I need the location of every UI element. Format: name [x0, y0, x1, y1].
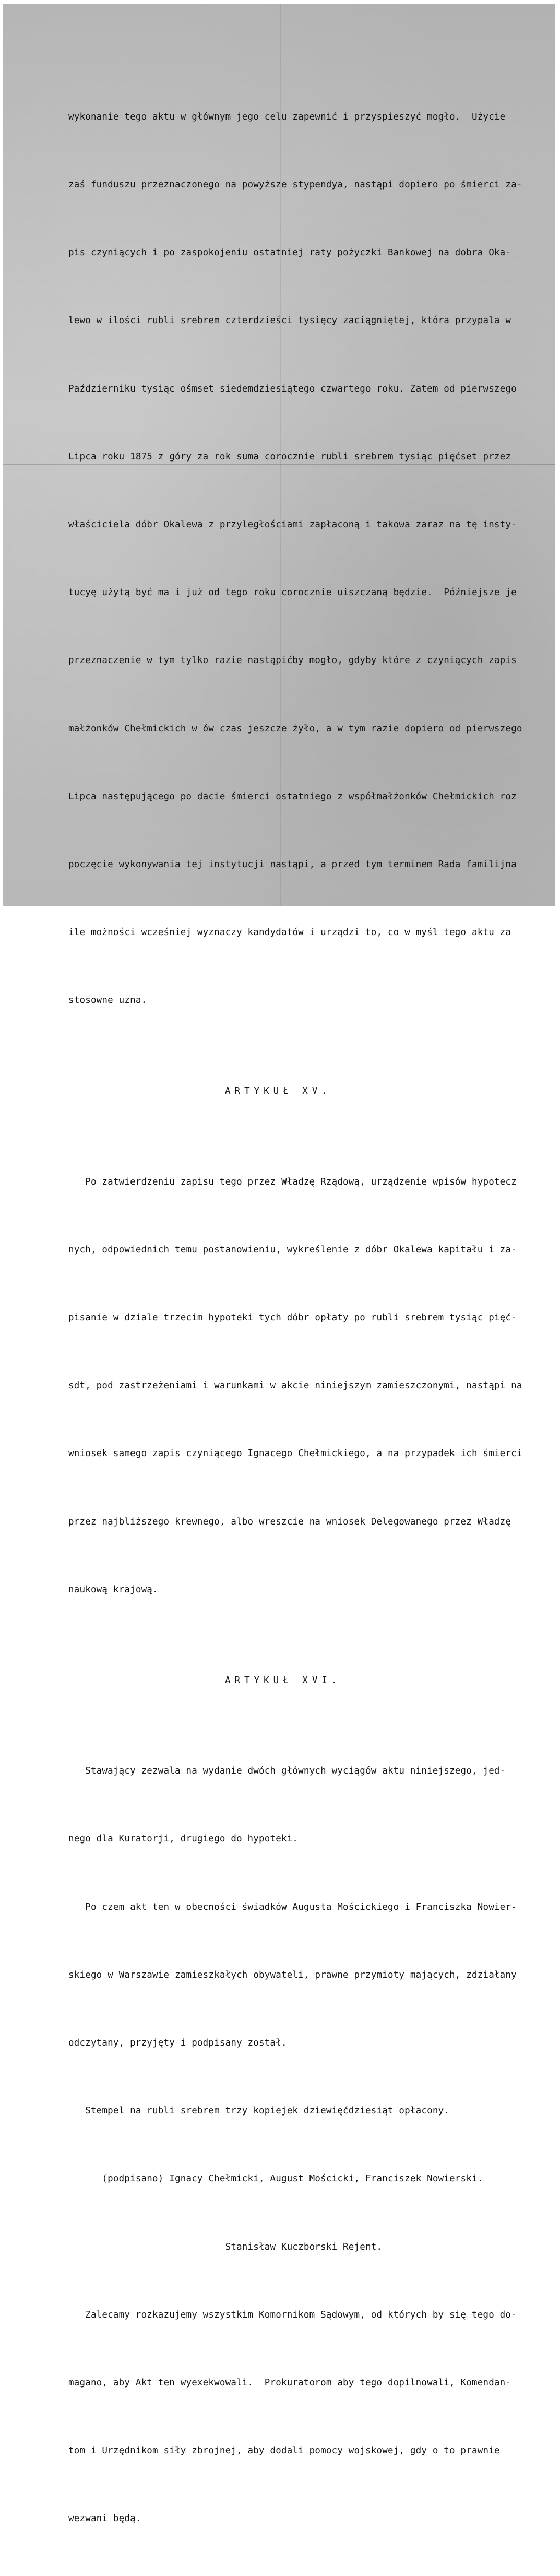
document-text: [68, 61, 556, 2576]
text-line: wezwani będą.: [68, 2513, 141, 2524]
text-line: ile możności wcześniej wyznaczy kandydatów i urządzi to, co w myśl tego aktu za: [68, 927, 511, 938]
text-line: Lipca następującego po dacie śmierci ostatniego z współmałżonków Chełmickich roz: [68, 791, 517, 802]
text-line: nego dla Kuratorji, drugiego do hypoteki.: [68, 1834, 299, 1845]
text-line: małżonków Chełmickich w ów czas jeszcze żyło, a w tym razie dopiero od pierwszego: [68, 723, 522, 734]
signatures-line: (podpisano) Ignacy Chełmicki, August Mościcki, Franciszek Nowierski.: [68, 2173, 483, 2184]
text-line: poczęcie wykonywania tej instytucji nastąpi, a przed tym terminem Rada familijna: [68, 859, 517, 870]
text-line: stosowne uzna.: [68, 995, 147, 1006]
text-line: Po zatwierdzeniu zapisu tego przez Władzę Rządową, urządzenie wpisów hypotecz: [68, 1176, 517, 1187]
text-line: wniosek samego zapis czyniącego Ignacego Chełmickiego, a na przypadek ich śmierci: [68, 1448, 522, 1459]
text-line: Lipca roku 1875 z góry za rok suma corocznie rubli srebrem tysiąc pięćset przez: [68, 451, 511, 462]
text-line: Stempel na rubli srebrem trzy kopiejek dziewięćdziesiąt opłacony.: [68, 2106, 450, 2117]
text-line: przez najbliższego krewnego, albo wreszcie na wniosek Delegowanego przez Władzę: [68, 1516, 511, 1527]
text-line: Po czem akt ten w obecności świadków Augusta Mościckiego i Franciszka Nowier-: [68, 1901, 517, 1912]
text-line: lewo w ilości rubli srebrem czterdzieści tysięcy zaciągniętej, która przypala w: [68, 315, 511, 326]
text-line: naukową krajową.: [68, 1584, 158, 1595]
text-line: Zalecamy rozkazujemy wszystkim Komornikom Sądowym, od których by się tego do-: [68, 2309, 517, 2320]
text-line: sdt, pod zastrzeżeniami i warunkami w akcie niniejszym zamieszczonymi, nastąpi na: [68, 1380, 522, 1391]
text-line: przeznaczenie w tym tylko razie nastąpićby mogło, gdyby które z czyniących zapis: [68, 655, 517, 666]
document-page: [3, 4, 555, 2524]
notary-signature-line: Stanisław Kuczborski Rejent.: [68, 2241, 383, 2252]
article-heading-16: ARTYKUŁ XVI.: [225, 1675, 341, 1686]
text-line: skiego w Warszawie zamieszkałych obywateli, prawne przymioty mających, zdziałany: [68, 1969, 517, 1980]
text-line: magano, aby Akt ten wyexekwowali. Prokuratorom aby tego dopilnowali, Komendan-: [68, 2377, 511, 2388]
text-line: właściciela dóbr Okalewa z przyległościami zapłaconą i takowa zaraz na tę insty-: [68, 519, 517, 530]
text-line: tucyę użytą być ma i już od tego roku corocznie uiszczaną będzie. Późniejsze je: [68, 587, 517, 598]
article-heading-15: ARTYKUŁ XV.: [225, 1086, 331, 1097]
text-line: pis czyniących i po zaspokojeniu ostatniej raty pożyczki Bankowej na dobra Oka-: [68, 247, 511, 258]
text-line: wykonanie tego aktu w głównym jego celu zapewnić i przyspieszyć mogło. Użycie: [68, 111, 506, 122]
text-line: zaś funduszu przeznaczonego na powyższe stypendya, nastąpi dopiero po śmierci za-: [68, 180, 522, 191]
text-line: tom i Urzędnikom siły zbrojnej, aby dodali pomocy wojskowej, gdy o to prawnie: [68, 2445, 500, 2456]
text-line: pisanie w dziale trzecim hypoteki tych dóbr opłaty po rubli srebrem tysiąc pięć-: [68, 1313, 517, 1324]
text-line: Październiku tysiąc ośmset siedemdziesiątego czwartego roku. Zatem od pierwszego: [68, 383, 517, 394]
text-line: nych, odpowiednich temu postanowieniu, wykreślenie z dóbr Okalewa kapitału i za-: [68, 1244, 517, 1255]
text-line: Stawający zezwala na wydanie dwóch głównych wyciągów aktu niniejszego, jed-: [68, 1766, 506, 1777]
text-line: odczytany, przyjęty i podpisany został.: [68, 2037, 287, 2048]
